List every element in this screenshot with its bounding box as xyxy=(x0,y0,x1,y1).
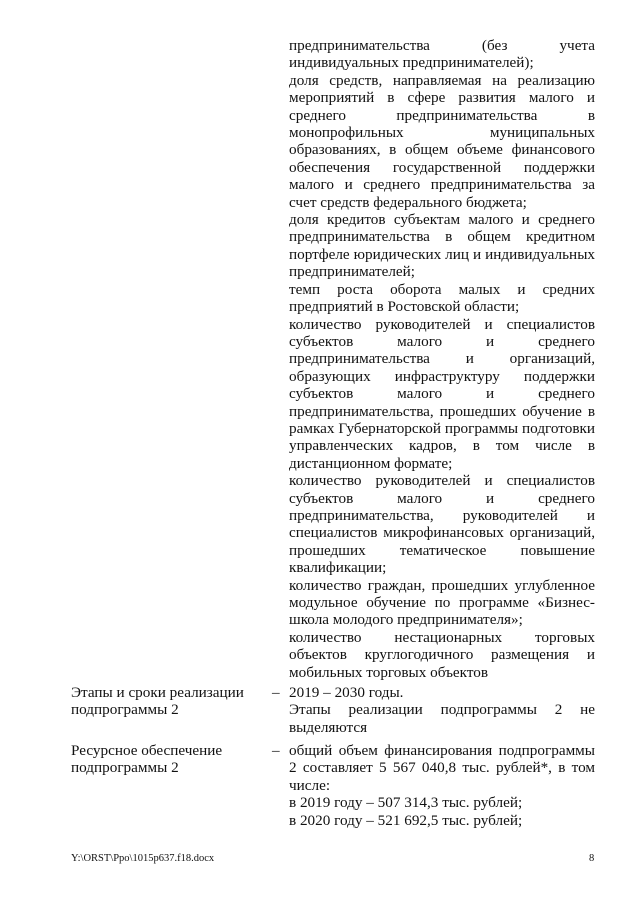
stages-note: Этапы реализации подпрограммы 2 не выделяются xyxy=(289,701,595,736)
indicators-list xyxy=(289,37,595,681)
indicator-item: доля кредитов субъектам малого и среднего предпринимательства в общем кредитном портфеле юридических лиц и индивидуальных предпринимателей; xyxy=(289,211,595,281)
resources-label: Ресурсное обеспечение подпрограммы 2 xyxy=(71,742,223,777)
indicator-item: количество граждан, прошедших углубленное модульное обучение по программе «Бизнес-школа молодого предпринимателя»; xyxy=(289,576,595,629)
footer-file-path: Y:\ORST\Ppo\1015p637.f18.docx xyxy=(71,853,215,864)
indicator-item: количество нестационарных торговых объектов круглогодичного размещения и мобильных торговых объектов xyxy=(289,628,595,681)
resources-dash: – xyxy=(272,742,280,759)
stages-period: 2019 – 2030 годы. xyxy=(289,684,404,701)
stages-label: Этапы и сроки реализации подпрограммы 2 xyxy=(71,684,244,719)
stages-content xyxy=(289,684,595,736)
resources-year-line: в 2019 году – 507 314,3 тыс. рублей; xyxy=(289,794,523,812)
resources-total: общий объем финансирования подпрограммы 2 составляет 5 567 040,8 тыс. рублей*, в том числе: xyxy=(289,742,595,794)
indicator-item: предпринимательства (без учета индивидуальных предпринимателей); xyxy=(289,37,595,72)
indicator-item: темп роста оборота малых и средних предприятий в Ростовской области; xyxy=(289,280,595,316)
indicator-item: количество руководителей и специалистов субъектов малого и среднего предпринимательства, руководителей и специалистов микрофинансовых организаций, прошедших тематическое повышение квалификации; xyxy=(289,472,595,577)
indicator-item: доля средств, направляемая на реализацию мероприятий в сфере развития малого и среднего предпринимательства в монопрофильных муниципальных образованиях, в общем объеме финансового обеспечения государственной поддержки малого и среднего предпринимательства за счет средств федерального бюджета; xyxy=(289,71,595,211)
indicator-item: количество руководителей и специалистов субъектов малого и среднего предпринимательства и организаций, образующих инфраструктуру поддержки субъектов малого и среднего предпринимательства, прошедших обучение в рамках Губернаторской программы подготовки управленческих кадров, в том числе в дистанционном формате; xyxy=(289,315,595,472)
page-number: 8 xyxy=(589,853,595,864)
resources-year-line: в 2020 году – 521 692,5 тыс. рублей; xyxy=(289,811,523,829)
resources-content xyxy=(289,742,595,829)
stages-dash: – xyxy=(272,684,280,701)
